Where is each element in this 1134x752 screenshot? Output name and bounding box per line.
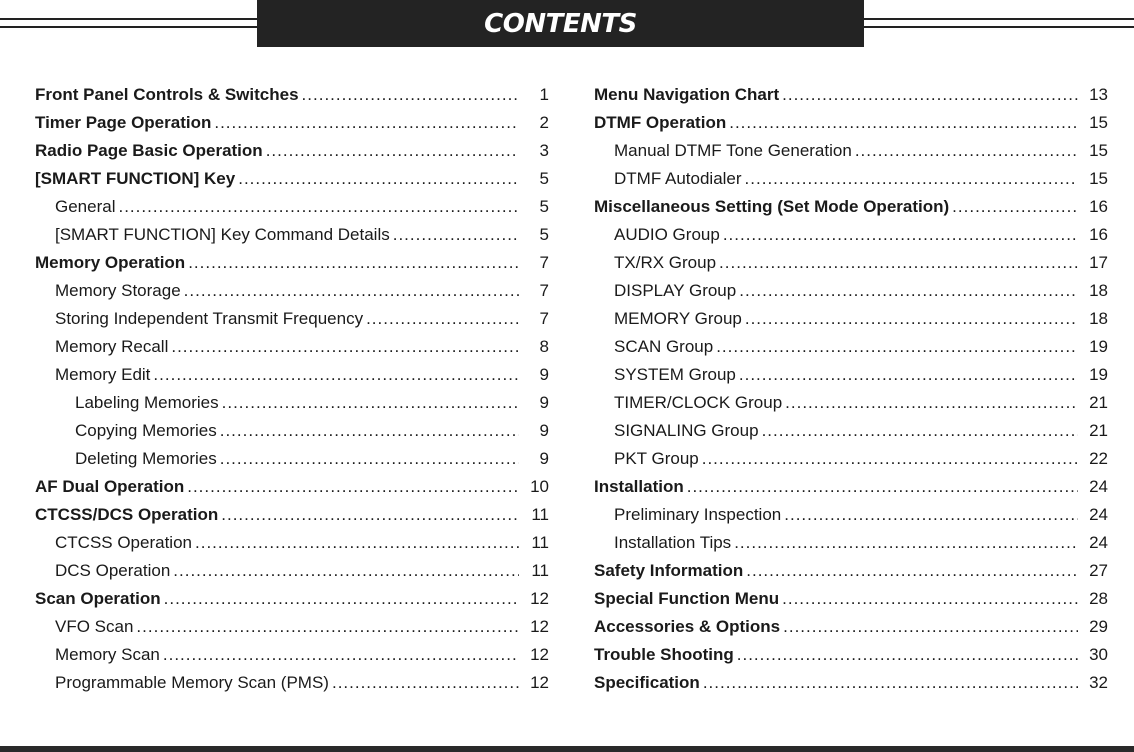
toc-entry-title: Memory Storage <box>55 281 181 300</box>
dot-leader <box>195 529 519 557</box>
toc-entry[interactable] <box>35 361 549 389</box>
toc-entry[interactable] <box>594 445 1108 473</box>
dot-leader <box>118 193 519 221</box>
toc-entry-page-number: 11 <box>531 505 549 524</box>
toc-entry-title: Manual DTMF Tone Generation <box>614 141 852 160</box>
toc-entry-page-number: 2 <box>539 113 549 132</box>
toc-entry[interactable] <box>35 473 549 501</box>
toc-entry[interactable] <box>594 109 1108 137</box>
header-rule-left-top <box>0 18 257 20</box>
toc-entry[interactable] <box>594 641 1108 669</box>
dot-leader <box>855 137 1078 165</box>
toc-entry-title: Memory Operation <box>35 253 186 272</box>
toc-entry[interactable] <box>594 585 1108 613</box>
dot-leader <box>302 81 519 109</box>
toc-entry[interactable] <box>594 165 1108 193</box>
header-rule-right-top <box>864 18 1134 20</box>
toc-entry[interactable] <box>35 137 549 165</box>
dot-leader <box>164 585 519 613</box>
dot-leader <box>220 445 519 473</box>
toc-entry[interactable] <box>35 557 549 585</box>
dot-leader <box>173 557 519 585</box>
dot-leader <box>782 81 1078 109</box>
header-rule-right-bottom <box>864 26 1134 28</box>
toc-entry[interactable] <box>35 333 549 361</box>
toc-entry[interactable] <box>594 137 1108 165</box>
toc-entry[interactable] <box>35 249 549 277</box>
toc-entry-page-number: 24 <box>1089 505 1108 524</box>
toc-entry-page-number: 12 <box>530 645 549 664</box>
toc-entry-page-number: 8 <box>539 337 549 356</box>
toc-entry-page-number: 19 <box>1089 337 1108 356</box>
toc-entry[interactable] <box>35 305 549 333</box>
toc-entry-page-number: 32 <box>1089 673 1108 692</box>
dot-leader <box>136 613 519 641</box>
toc-entry-title: Installation <box>594 477 684 496</box>
toc-entry[interactable] <box>594 221 1108 249</box>
toc-entry-title: Timer Page Operation <box>35 113 212 132</box>
dot-leader <box>163 641 519 669</box>
toc-entry[interactable] <box>35 613 549 641</box>
dot-leader <box>782 585 1078 613</box>
toc-entry-page-number: 28 <box>1089 589 1108 608</box>
dot-leader <box>214 109 519 137</box>
toc-entry-title: Special Function Menu <box>594 589 780 608</box>
toc-entry-page-number: 15 <box>1089 113 1108 132</box>
toc-entry-page-number: 30 <box>1089 645 1108 664</box>
toc-entry[interactable] <box>35 81 549 109</box>
dot-leader <box>187 473 519 501</box>
toc-entry-title: Miscellaneous Setting (Set Mode Operation) <box>594 197 950 216</box>
toc-entry-page-number: 22 <box>1089 449 1108 468</box>
toc-entry-title: Memory Scan <box>55 645 160 664</box>
toc-entry-page-number: 24 <box>1089 533 1108 552</box>
toc-entry-page-number: 5 <box>539 169 549 188</box>
toc-entry[interactable] <box>35 529 549 557</box>
toc-entry-page-number: 9 <box>539 449 549 468</box>
toc-entry-page-number: 29 <box>1089 617 1108 636</box>
dot-leader <box>719 249 1078 277</box>
toc-entry-title: DCS Operation <box>55 561 171 580</box>
toc-entry-title: SYSTEM Group <box>614 365 736 384</box>
dot-leader <box>739 277 1078 305</box>
toc-entry[interactable] <box>35 193 549 221</box>
dot-leader <box>171 333 519 361</box>
toc-entry-page-number: 5 <box>539 225 549 244</box>
toc-entry-title: TIMER/CLOCK Group <box>614 393 783 412</box>
toc-entry[interactable] <box>35 501 549 529</box>
dot-leader <box>332 669 519 697</box>
dot-leader <box>238 165 519 193</box>
footer-rule <box>0 746 1134 752</box>
toc-entry-page-number: 27 <box>1089 561 1108 580</box>
toc-entry-title: Menu Navigation Chart <box>594 85 780 104</box>
toc-entry-title: Copying Memories <box>75 421 217 440</box>
toc-entry-title: Scan Operation <box>35 589 161 608</box>
dot-leader <box>220 417 519 445</box>
toc-entry-page-number: 16 <box>1089 225 1108 244</box>
toc-entry[interactable] <box>594 249 1108 277</box>
dot-leader <box>222 389 519 417</box>
toc-entry-page-number: 7 <box>539 253 549 272</box>
toc-entry-page-number: 21 <box>1089 393 1108 412</box>
toc-entry-title: Preliminary Inspection <box>614 505 782 524</box>
toc-entry[interactable] <box>35 585 549 613</box>
toc-entry-title: PKT Group <box>614 449 699 468</box>
toc-entry-page-number: 15 <box>1089 141 1108 160</box>
toc-entry[interactable] <box>594 417 1108 445</box>
toc-column-left <box>35 81 549 697</box>
toc-entry[interactable] <box>594 669 1108 697</box>
toc-entry-page-number: 24 <box>1089 477 1108 496</box>
toc-entry-title: MEMORY Group <box>614 309 742 328</box>
toc-entry-title: SCAN Group <box>614 337 714 356</box>
dot-leader <box>716 333 1078 361</box>
dot-leader <box>729 109 1078 137</box>
toc-entry-title: VFO Scan <box>55 617 134 636</box>
toc-column-right <box>594 81 1108 697</box>
dot-leader <box>745 165 1078 193</box>
toc-entry-page-number: 11 <box>531 561 549 580</box>
dot-leader <box>153 361 519 389</box>
toc-entry-title: Deleting Memories <box>75 449 217 468</box>
toc-entry[interactable] <box>594 529 1108 557</box>
dot-leader <box>745 305 1078 333</box>
dot-leader <box>221 501 519 529</box>
toc-entry[interactable] <box>594 557 1108 585</box>
dot-leader <box>737 641 1078 669</box>
toc-entry-page-number: 1 <box>539 85 549 104</box>
toc-entry-page-number: 10 <box>530 477 549 496</box>
toc-entry[interactable] <box>35 277 549 305</box>
toc-entry-title: Memory Recall <box>55 337 169 356</box>
toc-entry-page-number: 18 <box>1089 309 1108 328</box>
toc-entry-title: [SMART FUNCTION] Key Command Details <box>55 225 390 244</box>
toc-entry-page-number: 3 <box>539 141 549 160</box>
contents-banner <box>257 0 864 47</box>
toc-entry-title: Specification <box>594 673 700 692</box>
toc-entry-page-number: 7 <box>539 281 549 300</box>
toc-entry-title: Safety Information <box>594 561 744 580</box>
toc-entry[interactable] <box>594 473 1108 501</box>
toc-entry[interactable] <box>594 305 1108 333</box>
toc-entry-title: Installation Tips <box>614 533 732 552</box>
toc-entry[interactable] <box>35 417 549 445</box>
toc-entry-title: Front Panel Controls & Switches <box>35 85 299 104</box>
toc-entry-page-number: 17 <box>1089 253 1108 272</box>
toc-entry-title: CTCSS/DCS Operation <box>35 505 219 524</box>
toc-entry-page-number: 5 <box>539 197 549 216</box>
toc-entry[interactable] <box>35 389 549 417</box>
dot-leader <box>703 669 1078 697</box>
toc-entry-page-number: 19 <box>1089 365 1108 384</box>
dot-leader <box>734 529 1078 557</box>
toc-entry-page-number: 15 <box>1089 169 1108 188</box>
toc-entry[interactable] <box>35 669 549 697</box>
toc-entry[interactable] <box>35 165 549 193</box>
toc-entry-page-number: 9 <box>539 393 549 412</box>
toc-entry-title: DTMF Autodialer <box>614 169 742 188</box>
toc-entry[interactable] <box>35 221 549 249</box>
toc-entry-page-number: 11 <box>531 533 549 552</box>
toc-entry-title: Memory Edit <box>55 365 151 384</box>
toc-entry-title: SIGNALING Group <box>614 421 759 440</box>
toc-entry[interactable] <box>35 641 549 669</box>
dot-leader <box>785 389 1078 417</box>
dot-leader <box>952 193 1078 221</box>
toc-entry[interactable] <box>594 193 1108 221</box>
toc-entry-page-number: 12 <box>530 617 549 636</box>
toc-entry-title: General <box>55 197 116 216</box>
toc-entry-page-number: 9 <box>539 365 549 384</box>
toc-entry-title: AF Dual Operation <box>35 477 185 496</box>
dot-leader <box>366 305 519 333</box>
toc-entry-page-number: 12 <box>530 673 549 692</box>
toc-entry-page-number: 7 <box>539 309 549 328</box>
toc-entry-page-number: 12 <box>530 589 549 608</box>
toc-entry[interactable] <box>594 389 1108 417</box>
toc-entry[interactable] <box>594 613 1108 641</box>
dot-leader <box>746 557 1078 585</box>
dot-leader <box>188 249 519 277</box>
dot-leader <box>723 221 1078 249</box>
toc-entry[interactable] <box>594 333 1108 361</box>
page-title: CONTENTS <box>484 8 637 39</box>
dot-leader <box>739 361 1078 389</box>
toc-entry[interactable] <box>594 81 1108 109</box>
toc-entry-title: DTMF Operation <box>594 113 727 132</box>
toc-entry-title: TX/RX Group <box>614 253 717 272</box>
toc-entry-title: DISPLAY Group <box>614 281 737 300</box>
toc-entry[interactable] <box>594 277 1108 305</box>
toc-entry-title: AUDIO Group <box>614 225 720 244</box>
toc-entry-title: Programmable Memory Scan (PMS) <box>55 673 329 692</box>
dot-leader <box>687 473 1078 501</box>
toc-entry-page-number: 13 <box>1089 85 1108 104</box>
toc-entry[interactable] <box>35 109 549 137</box>
dot-leader <box>783 613 1078 641</box>
dot-leader <box>184 277 519 305</box>
toc-entry-title: [SMART FUNCTION] Key <box>35 169 236 188</box>
toc-entry[interactable] <box>594 361 1108 389</box>
toc-entry-title: Radio Page Basic Operation <box>35 141 263 160</box>
toc-entry-page-number: 16 <box>1089 197 1108 216</box>
toc-entry-page-number: 18 <box>1089 281 1108 300</box>
toc-entry-page-number: 21 <box>1089 421 1108 440</box>
toc-entry[interactable] <box>594 501 1108 529</box>
toc-entry-page-number: 9 <box>539 421 549 440</box>
dot-leader <box>393 221 519 249</box>
header-rule-left-bottom <box>0 26 257 28</box>
toc-entry-title: Labeling Memories <box>75 393 219 412</box>
toc-entry-title: CTCSS Operation <box>55 533 192 552</box>
toc-entry[interactable] <box>35 445 549 473</box>
toc-entry-title: Accessories & Options <box>594 617 781 636</box>
dot-leader <box>762 417 1078 445</box>
toc-entry-title: Storing Independent Transmit Frequency <box>55 309 364 328</box>
dot-leader <box>784 501 1078 529</box>
dot-leader <box>702 445 1078 473</box>
toc-entry-title: Trouble Shooting <box>594 645 734 664</box>
dot-leader <box>266 137 519 165</box>
